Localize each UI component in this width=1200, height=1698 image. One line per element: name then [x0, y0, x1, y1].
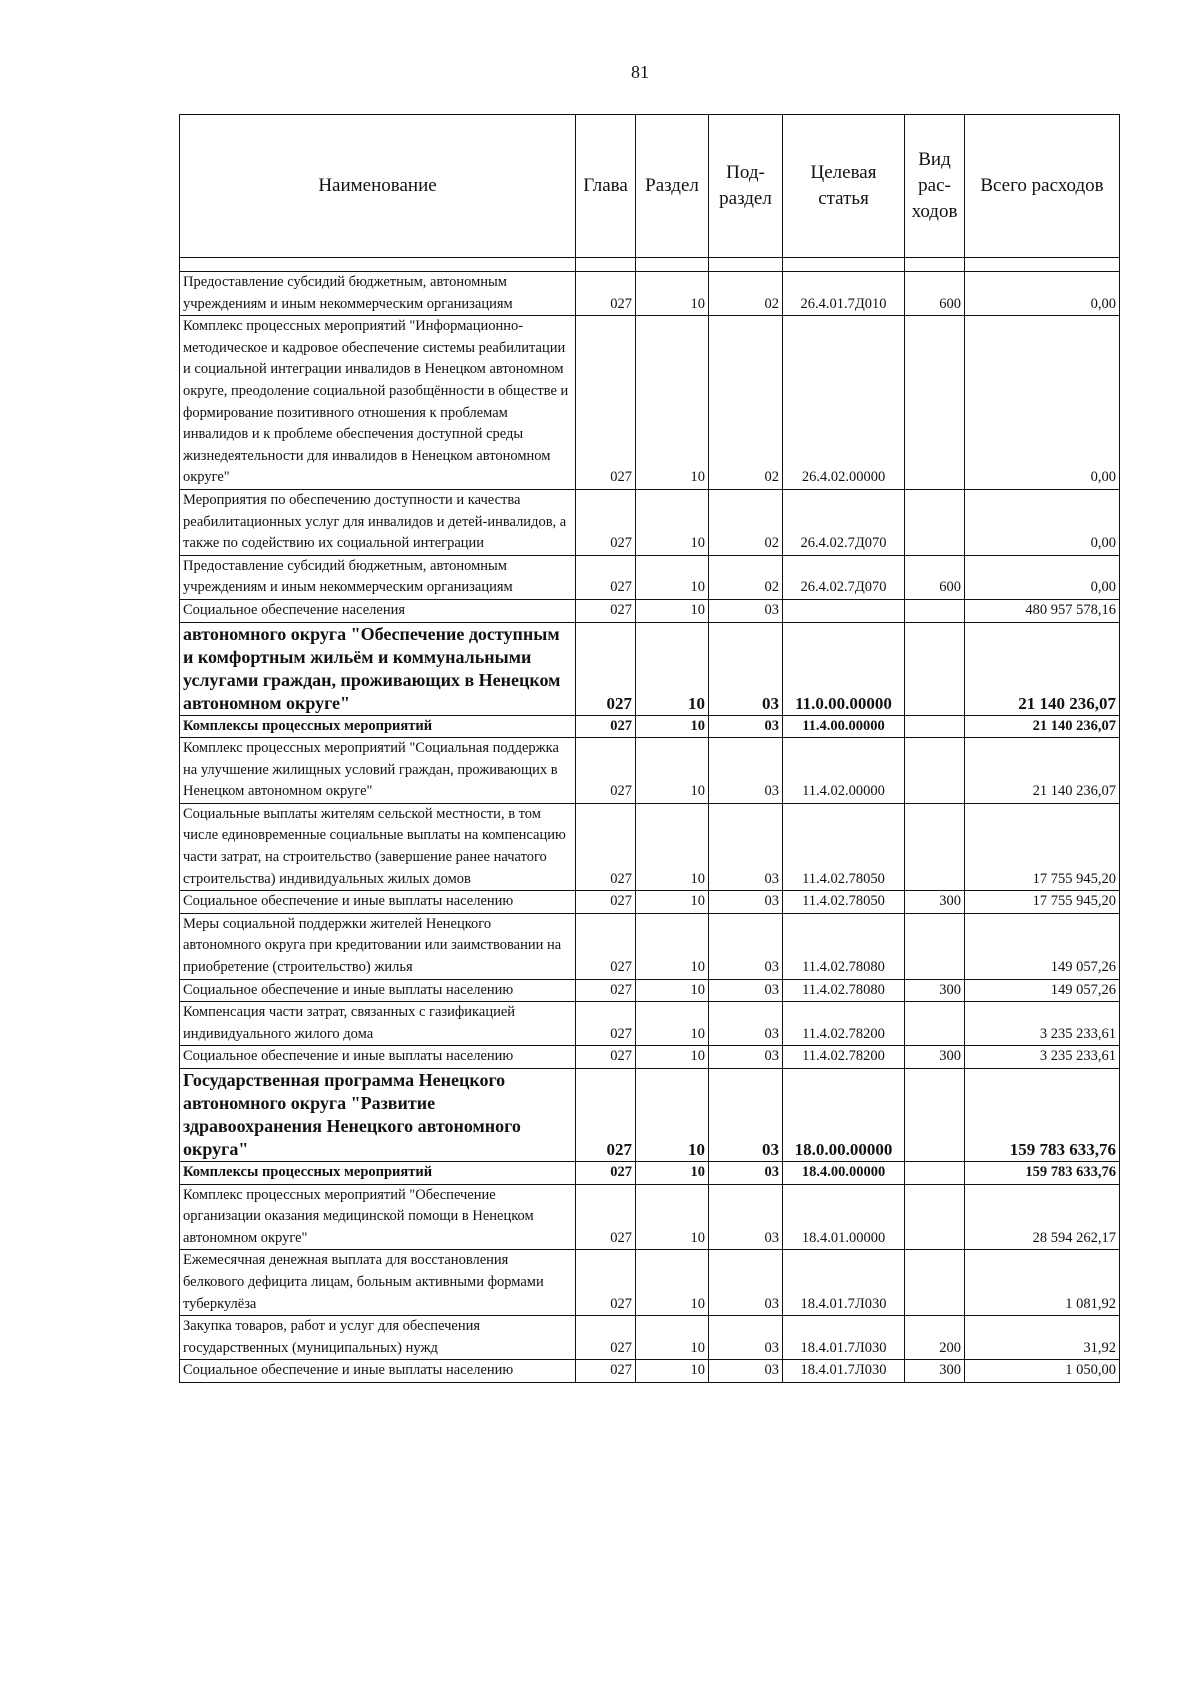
row-vid — [905, 1069, 965, 1162]
row-total: 21 140 236,07 — [965, 622, 1120, 715]
budget-table — [179, 114, 1120, 1383]
row-podrazdel: 03 — [709, 803, 783, 890]
row-glava: 027 — [576, 913, 636, 979]
row-name: Социальное обеспечение и иные выплаты населению — [180, 891, 576, 914]
row-glava: 027 — [576, 622, 636, 715]
row-glava: 027 — [576, 1069, 636, 1162]
row-statya — [783, 599, 905, 622]
row-statya: 26.4.02.00000 — [783, 316, 905, 490]
row-name: Комплекс процессных мероприятий "Социальная поддержка на улучшение жилищных условий граждан, проживающих в Ненецком автономном округе" — [180, 738, 576, 804]
row-vid — [905, 622, 965, 715]
row-razdel: 10 — [636, 803, 709, 890]
row-statya: 11.4.02.78050 — [783, 803, 905, 890]
row-podrazdel: 03 — [709, 1360, 783, 1383]
row-podrazdel: 03 — [709, 913, 783, 979]
row-vid — [905, 715, 965, 738]
row-razdel: 10 — [636, 1046, 709, 1069]
row-podrazdel: 03 — [709, 738, 783, 804]
row-statya: 26.4.02.7Д070 — [783, 489, 905, 555]
row-podrazdel: 03 — [709, 1316, 783, 1360]
table-row — [180, 1162, 1120, 1185]
row-name: Социальное обеспечение и иные выплаты населению — [180, 979, 576, 1002]
row-glava: 027 — [576, 489, 636, 555]
row-name: Предоставление субсидий бюджетным, автономным учреждениям и иным некоммерческим организациям — [180, 555, 576, 599]
row-name: Социальное обеспечение и иные выплаты населению — [180, 1360, 576, 1383]
row-razdel: 10 — [636, 1250, 709, 1316]
row-razdel: 10 — [636, 1002, 709, 1046]
row-glava: 027 — [576, 738, 636, 804]
row-podrazdel: 03 — [709, 1046, 783, 1069]
row-razdel: 10 — [636, 738, 709, 804]
row-name: Комплексы процессных мероприятий — [180, 715, 576, 738]
table-row — [180, 715, 1120, 738]
row-vid — [905, 316, 965, 490]
row-name: Компенсация части затрат, связанных с газификацией индивидуального жилого дома — [180, 1002, 576, 1046]
row-name: Социальное обеспечение населения — [180, 599, 576, 622]
table-row — [180, 1360, 1120, 1383]
header-razdel: Раздел — [636, 115, 709, 258]
row-total: 149 057,26 — [965, 979, 1120, 1002]
row-vid — [905, 599, 965, 622]
row-name: Комплекс процессных мероприятий "Обеспечение организации оказания медицинской помощи в Ненецком автономном округе" — [180, 1184, 576, 1250]
header-total: Всего расходов — [965, 115, 1120, 258]
header-glava: Глава — [576, 115, 636, 258]
header-statya: Целевая статья — [783, 115, 905, 258]
row-podrazdel: 03 — [709, 599, 783, 622]
row-podrazdel: 02 — [709, 316, 783, 490]
row-glava: 027 — [576, 1162, 636, 1185]
table-row — [180, 622, 1120, 715]
row-total: 0,00 — [965, 272, 1120, 316]
row-vid: 300 — [905, 891, 965, 914]
row-total: 17 755 945,20 — [965, 803, 1120, 890]
row-total: 480 957 578,16 — [965, 599, 1120, 622]
row-statya: 18.4.01.7Л030 — [783, 1316, 905, 1360]
row-name: Закупка товаров, работ и услуг для обеспечения государственных (муниципальных) нужд — [180, 1316, 576, 1360]
row-glava: 027 — [576, 316, 636, 490]
row-statya: 11.0.00.00000 — [783, 622, 905, 715]
row-statya: 18.4.01.7Л030 — [783, 1250, 905, 1316]
table-row — [180, 1069, 1120, 1162]
table-row — [180, 1250, 1120, 1316]
row-total: 3 235 233,61 — [965, 1046, 1120, 1069]
row-statya: 11.4.02.00000 — [783, 738, 905, 804]
row-vid — [905, 1184, 965, 1250]
row-glava: 027 — [576, 1250, 636, 1316]
row-name: Меры социальной поддержки жителей Ненецкого автономного округа при кредитовании или заимствовании на приобретение (строительство) жилья — [180, 913, 576, 979]
row-statya: 26.4.02.7Д070 — [783, 555, 905, 599]
row-podrazdel: 03 — [709, 622, 783, 715]
header-spacer-row — [180, 258, 1120, 272]
row-podrazdel: 03 — [709, 979, 783, 1002]
row-razdel: 10 — [636, 1360, 709, 1383]
row-name: Социальное обеспечение и иные выплаты населению — [180, 1046, 576, 1069]
row-glava: 027 — [576, 555, 636, 599]
header-podrazdel: Под-раздел — [709, 115, 783, 258]
row-glava: 027 — [576, 1184, 636, 1250]
row-glava: 027 — [576, 1046, 636, 1069]
table-row — [180, 738, 1120, 804]
row-vid: 300 — [905, 1360, 965, 1383]
row-statya: 11.4.02.78200 — [783, 1002, 905, 1046]
row-razdel: 10 — [636, 599, 709, 622]
table-row — [180, 316, 1120, 490]
row-podrazdel: 02 — [709, 555, 783, 599]
row-razdel: 10 — [636, 1162, 709, 1185]
row-podrazdel: 03 — [709, 1069, 783, 1162]
row-razdel: 10 — [636, 622, 709, 715]
row-glava: 027 — [576, 803, 636, 890]
row-glava: 027 — [576, 599, 636, 622]
header-name: Наименование — [180, 115, 576, 258]
row-vid — [905, 913, 965, 979]
row-name: Государственная программа Ненецкого автономного округа "Развитие здравоохранения Ненецкого автономного округа" — [180, 1069, 576, 1162]
row-total: 28 594 262,17 — [965, 1184, 1120, 1250]
row-statya: 26.4.01.7Д010 — [783, 272, 905, 316]
row-vid — [905, 1002, 965, 1046]
table-row — [180, 272, 1120, 316]
row-name: Ежемесячная денежная выплата для восстановления белкового дефицита лицам, больным активными формами туберкулёза — [180, 1250, 576, 1316]
row-statya: 18.0.00.00000 — [783, 1069, 905, 1162]
row-razdel: 10 — [636, 489, 709, 555]
row-total: 21 140 236,07 — [965, 715, 1120, 738]
row-total: 31,92 — [965, 1316, 1120, 1360]
row-razdel: 10 — [636, 891, 709, 914]
row-vid — [905, 803, 965, 890]
table-row — [180, 1316, 1120, 1360]
row-glava: 027 — [576, 1002, 636, 1046]
row-razdel: 10 — [636, 555, 709, 599]
row-statya: 11.4.00.00000 — [783, 715, 905, 738]
row-razdel: 10 — [636, 979, 709, 1002]
table-row — [180, 913, 1120, 979]
table-row — [180, 979, 1120, 1002]
row-razdel: 10 — [636, 272, 709, 316]
row-glava: 027 — [576, 272, 636, 316]
row-total: 0,00 — [965, 489, 1120, 555]
table-row — [180, 1184, 1120, 1250]
row-total: 1 081,92 — [965, 1250, 1120, 1316]
row-name: автономного округа "Обеспечение доступным и комфортным жильём и коммунальными услугами граждан, проживающих в Ненецком автономном округе" — [180, 622, 576, 715]
row-razdel: 10 — [636, 1184, 709, 1250]
table-row — [180, 1046, 1120, 1069]
table-row — [180, 803, 1120, 890]
row-statya: 11.4.02.78200 — [783, 1046, 905, 1069]
row-podrazdel: 02 — [709, 489, 783, 555]
row-total: 159 783 633,76 — [965, 1162, 1120, 1185]
row-glava: 027 — [576, 1360, 636, 1383]
row-name: Социальные выплаты жителям сельской местности, в том числе единовременные социальные выплаты на компенсацию части затрат, на строительство (завершение ранее начатого строительства) индивидуальных жилых домов — [180, 803, 576, 890]
row-vid: 600 — [905, 555, 965, 599]
table-row — [180, 891, 1120, 914]
table-row — [180, 1002, 1120, 1046]
row-total: 149 057,26 — [965, 913, 1120, 979]
row-vid: 300 — [905, 979, 965, 1002]
row-podrazdel: 03 — [709, 1002, 783, 1046]
row-statya: 18.4.01.00000 — [783, 1184, 905, 1250]
row-name: Комплексы процессных мероприятий — [180, 1162, 576, 1185]
row-glava: 027 — [576, 891, 636, 914]
row-name: Комплекс процессных мероприятий "Информационно-методическое и кадровое обеспечение системы реабилитации и социальной интеграции инвалидов в Ненецком автономном округе, преодоление социальной разобщённости в обществе и формирование позитивного отношения к проблемам инвалидов и к проблеме обеспечения доступной среды жизнедеятельности для инвалидов в Ненецком автономном округе" — [180, 316, 576, 490]
row-vid — [905, 489, 965, 555]
row-podrazdel: 03 — [709, 1162, 783, 1185]
row-razdel: 10 — [636, 913, 709, 979]
row-glava: 027 — [576, 1316, 636, 1360]
row-statya: 11.4.02.78050 — [783, 891, 905, 914]
row-razdel: 10 — [636, 316, 709, 490]
row-total: 21 140 236,07 — [965, 738, 1120, 804]
row-total: 159 783 633,76 — [965, 1069, 1120, 1162]
row-razdel: 10 — [636, 1069, 709, 1162]
row-podrazdel: 03 — [709, 1250, 783, 1316]
table-row — [180, 555, 1120, 599]
row-razdel: 10 — [636, 1316, 709, 1360]
row-podrazdel: 03 — [709, 891, 783, 914]
page-number: 81 — [631, 62, 649, 82]
row-razdel: 10 — [636, 715, 709, 738]
row-podrazdel: 03 — [709, 1184, 783, 1250]
row-vid — [905, 738, 965, 804]
row-total: 0,00 — [965, 555, 1120, 599]
row-total: 1 050,00 — [965, 1360, 1120, 1383]
table-header-row — [180, 115, 1120, 258]
row-glava: 027 — [576, 715, 636, 738]
row-vid — [905, 1162, 965, 1185]
row-vid — [905, 1250, 965, 1316]
row-name: Мероприятия по обеспечению доступности и качества реабилитационных услуг для инвалидов и детей-инвалидов, а также по содействию их социальной интеграции — [180, 489, 576, 555]
row-statya: 18.4.01.7Л030 — [783, 1360, 905, 1383]
row-vid: 200 — [905, 1316, 965, 1360]
row-total: 3 235 233,61 — [965, 1002, 1120, 1046]
row-podrazdel: 03 — [709, 715, 783, 738]
row-statya: 11.4.02.78080 — [783, 979, 905, 1002]
row-vid: 300 — [905, 1046, 965, 1069]
row-glava: 027 — [576, 979, 636, 1002]
table-row — [180, 599, 1120, 622]
row-statya: 11.4.02.78080 — [783, 913, 905, 979]
row-vid: 600 — [905, 272, 965, 316]
row-statya: 18.4.00.00000 — [783, 1162, 905, 1185]
row-name: Предоставление субсидий бюджетным, автономным учреждениям и иным некоммерческим организациям — [180, 272, 576, 316]
table-row — [180, 489, 1120, 555]
row-podrazdel: 02 — [709, 272, 783, 316]
header-vid: Вид рас-ходов — [905, 115, 965, 258]
row-total: 17 755 945,20 — [965, 891, 1120, 914]
row-total: 0,00 — [965, 316, 1120, 490]
